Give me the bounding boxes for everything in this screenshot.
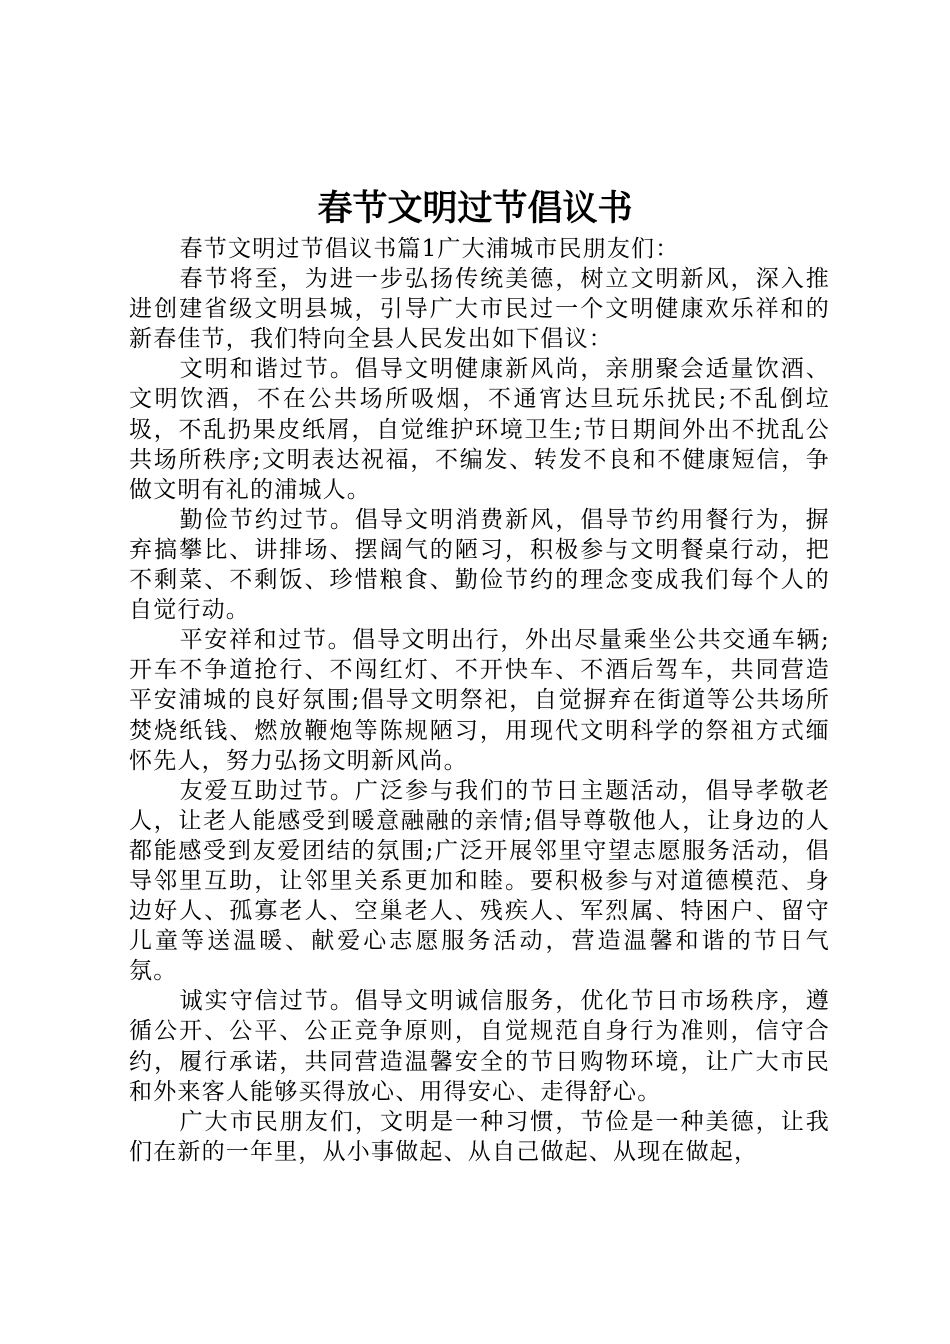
paragraph-closing: 广大市民朋友们，文明是一种习惯，节俭是一种美德，让我们在新的一年里，从小事做起、从自己做起、从现在做起，: [129, 1108, 830, 1165]
paragraph-safety: 平安祥和过节。倡导文明出行，外出尽量乘坐公共交通车辆;开车不争道抢行、不闯红灯、不开快车、不酒后驾车，共同营造平安浦城的良好氛围;倡导文明祭祀，自觉摒弃在街道等公共场所焚烧纸钱、燃放鞭炮等陈规陋习，用现代文明科学的祭祖方式缅怀先人，努力弘扬文明新风尚。: [129, 627, 830, 774]
paragraph-greeting: 春节文明过节倡议书篇1广大浦城市民朋友们：: [179, 236, 680, 262]
paragraph-civilized-harmony: 文明和谐过节。倡导文明健康新风尚，亲朋聚会适量饮酒、文明饮酒，不在公共场所吸烟，不通宵达旦玩乐扰民;不乱倒垃圾，不乱扔果皮纸屑，自觉维护环境卫生;节日期间外出不扰乱公共场所秩序;文明表达祝福，不编发、转发不良和不健康短信，争做文明有礼的浦城人。: [129, 356, 830, 503]
paragraph-thrift: 勤俭节约过节。倡导文明消费新风，倡导节约用餐行为，摒弃搞攀比、讲排场、摆阔气的陋习，积极参与文明餐桌行动，把不剩菜、不剩饭、珍惜粮食、勤俭节约的理念变成我们每个人的自觉行动。: [129, 506, 830, 624]
paragraph-integrity: 诚实守信过节。倡导文明诚信服务，优化节日市场秩序，遵循公开、公平、公正竞争原则，自觉规范自身行为准则，信守合约，履行承诺，共同营造温馨安全的节日购物环境，让广大市民和外来客人能够买得放心、用得安心、走得舒心。: [129, 988, 830, 1105]
document-title: 春节文明过节倡议书: [317, 188, 633, 229]
paragraph-mutual-aid: 友爱互助过节。广泛参与我们的节日主题活动，倡导孝敬老人，让老人能感受到暖意融融的亲情;倡导尊敬他人，让身边的人都能感受到友爱团结的氛围;广泛开展邻里守望志愿服务活动，倡导邻里互助，让邻里关系更加和睦。要积极参与对道德模范、身边好人、孤寡老人、空巢老人、残疾人、军烈属、特困户、留守儿童等送温暖、献爱心志愿服务活动，营造温馨和谐的节日气氛。: [129, 777, 830, 985]
paragraph-intro: 春节将至，为进一步弘扬传统美德，树立文明新风，深入推进创建省级文明县城，引导广大市民过一个文明健康欢乐祥和的新春佳节，我们特向全县人民发出如下倡议：: [129, 266, 830, 353]
document-body: [129, 234, 830, 1167]
